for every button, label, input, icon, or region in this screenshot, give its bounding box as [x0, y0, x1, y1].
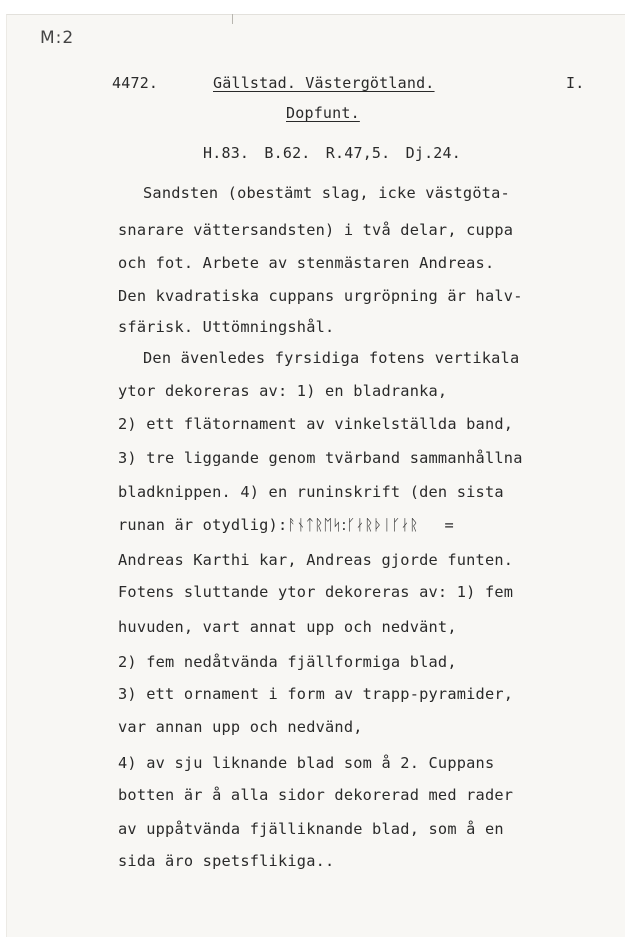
- catalog-number: 4472.: [112, 74, 159, 92]
- rune-inscription: ᚨᚾᛏᚱᛖᛋ:ᚴᛅᚱᚦᛁᚴᛅᚱ: [287, 516, 419, 534]
- text-line-5: sfärisk. Uttömningshål.: [118, 318, 335, 336]
- text-line-8: 2) ett flätornament av vinkelställda band,: [118, 415, 514, 433]
- place-heading: Gällstad. Västergötland.: [213, 74, 435, 92]
- text-line-14: huvuden, vart annat upp och nedvänt,: [118, 618, 457, 636]
- text-line-6: Den ävenledes fyrsidiga fotens vertikala: [143, 349, 520, 367]
- text-line-7: ytor dekoreras av: 1) en bladranka,: [118, 382, 448, 400]
- text-line-4: Den kvadratiska cuppans urgröpning är halv-: [118, 287, 523, 305]
- roman-numeral: I.: [566, 74, 585, 92]
- text-line-13: Fotens sluttande ytor dekoreras av: 1) fem: [118, 583, 514, 601]
- dimensions: H.83. B.62. R.47,5. Dj.24.: [203, 144, 461, 162]
- object-type: Dopfunt.: [286, 104, 360, 122]
- text-line-2: snarare vättersandsten) i två delar, cuppa: [118, 221, 514, 239]
- rune-intro: runan är otydlig):: [118, 516, 288, 534]
- text-line-12: Andreas Karthi kar, Andreas gjorde funten.: [118, 551, 514, 569]
- text-line-16: 3) ett ornament i form av trapp-pyramider,: [118, 685, 514, 703]
- text-line-3: och fot. Arbete av stenmästaren Andreas.: [118, 254, 495, 272]
- text-line-11: [118, 516, 454, 534]
- text-line-9: 3) tre liggande genom tvärband sammanhållna: [118, 449, 523, 467]
- handwritten-corner-mark: M:2: [40, 28, 75, 48]
- text-line-21: sida äro spetsflikiga..: [118, 852, 335, 870]
- text-line-17: var annan upp och nedvänd,: [118, 718, 363, 736]
- text-line-20: av uppåtvända fjälliknande blad, som å en: [118, 820, 504, 838]
- card-edge-mark: [232, 14, 233, 24]
- text-line-15: 2) fem nedåtvända fjällformiga blad,: [118, 653, 457, 671]
- text-line-1: Sandsten (obestämt slag, icke västgöta-: [143, 184, 510, 202]
- text-line-10: bladknippen. 4) en runinskrift (den sista: [118, 483, 504, 501]
- text-line-18: 4) av sju liknande blad som å 2. Cuppans: [118, 754, 495, 772]
- text-line-19: botten är å alla sidor dekorerad med rader: [118, 786, 514, 804]
- rune-equals: =: [444, 516, 454, 534]
